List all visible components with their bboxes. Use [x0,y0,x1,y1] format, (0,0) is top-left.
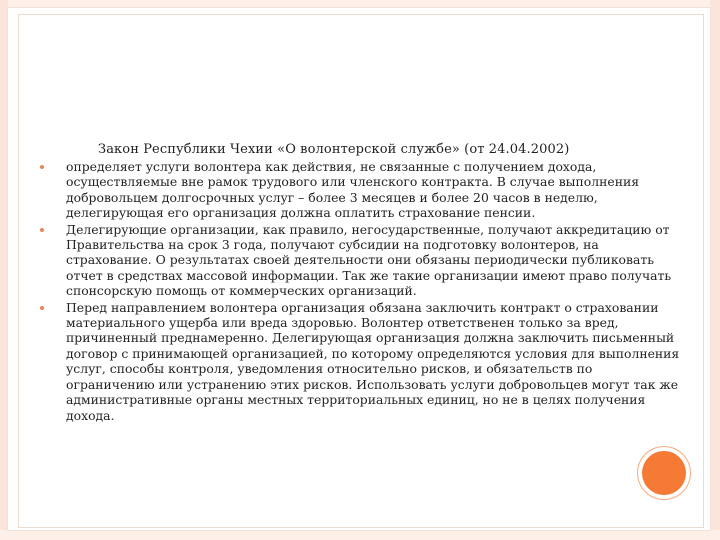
decorative-circle-icon [642,451,686,495]
list-item [40,159,680,221]
slide-edge-left [0,0,8,540]
list-item [40,222,680,299]
bullet-icon [40,306,44,310]
slide-edge-right [710,0,720,540]
list-item-text: Перед направлением волонтера организация обязана заключить контракт о страховании материального ущерба или вреда здоровью. Волонтер ответственен только за вред, причиненный преднамеренно. Делегирующая организация должна заключить письменный договор с принимающей организацией, по которому определяются условия для выполнения услуг, способы контроля, уведомления относительно рисков, и обязательств по ограничению или устранению этих рисков. Использовать услуги добровольцев могут так же административные органы местных территориальных единиц, но не в целях получения дохода. [66,299,680,423]
bullet-icon [40,165,44,169]
list-item-text: определяет услуги волонтера как действия, не связанные с получением дохода, осуществляемые вне рамок трудового или членского контракта. В случае выполнения добровольцем долгосрочных услуг – более 3 месяцев и более 20 часов в неделю, делегирующая его организация должна оплатить страхование пенсии. [66,159,640,221]
bullet-list [40,159,680,424]
slide-edge-top [0,0,720,8]
slide-edge-bottom [0,530,720,540]
list-item [40,300,680,423]
slide-title: Закон Республики Чехии «О волонтерской службе» (от 24.04.2002) [98,142,570,157]
list-item-text: Делегирующие организации, как правило, негосударственные, получают аккредитацию от Правительства на срок 3 года, получают субсидии на подготовку волонтеров, на страхование. О результатах своей деятельности они обязаны периодически публиковать отчет в средствах массовой информации. Так же такие организации имеют право получать спонсорскую помощь от коммерческих организаций. [66,221,672,299]
bullet-icon [40,228,44,232]
